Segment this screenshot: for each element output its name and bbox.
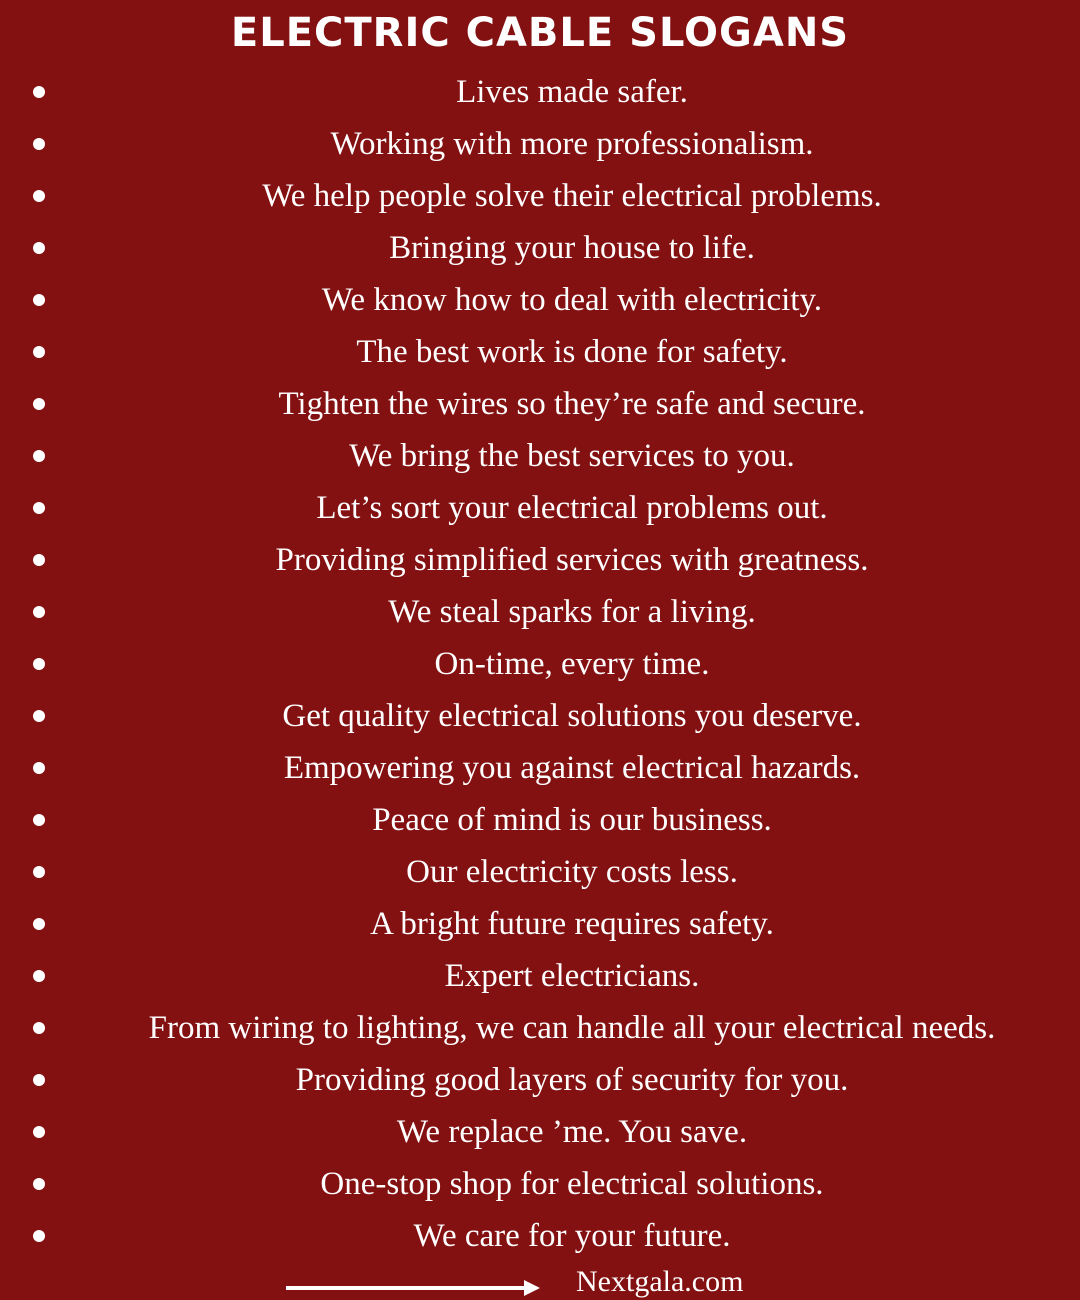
list-item (0, 586, 1080, 638)
bullet-icon (33, 1022, 45, 1034)
slogan-text: Expert electricians. (444, 958, 700, 994)
list-item (0, 378, 1080, 430)
bullet-icon (33, 398, 45, 410)
slogan-text: Lives made safer. (456, 74, 688, 110)
bullet-icon (33, 1178, 45, 1190)
bullet-icon (33, 554, 45, 566)
bullet-icon (33, 866, 45, 878)
list-item (0, 326, 1080, 378)
bullet-icon (33, 658, 45, 670)
slogan-text: Bringing your house to life. (389, 230, 755, 266)
list-item (0, 482, 1080, 534)
bullet-icon (33, 346, 45, 358)
slogan-text: We replace ’me. You save. (396, 1114, 748, 1150)
slogan-text: We care for your future. (413, 1218, 731, 1254)
list-item (0, 66, 1080, 118)
site-link[interactable]: Nextgala.com (576, 1265, 744, 1298)
list-item (0, 898, 1080, 950)
list-item (0, 1054, 1080, 1106)
slogan-text: Let’s sort your electrical problems out. (316, 490, 828, 526)
page-title: ELECTRIC CABLE SLOGANS (230, 10, 850, 56)
bullet-icon (33, 1126, 45, 1138)
bullet-icon (33, 1074, 45, 1086)
bullet-icon (33, 918, 45, 930)
list-item (0, 430, 1080, 482)
slogan-text: We steal sparks for a living. (388, 594, 756, 630)
arrow-head-icon (524, 1280, 540, 1296)
slogan-text: A bright future requires safety. (370, 906, 774, 942)
list-item (0, 1002, 1080, 1054)
list-item (0, 690, 1080, 742)
bullet-icon (33, 606, 45, 618)
slogan-text: We bring the best services to you. (349, 438, 795, 474)
bullet-icon (33, 502, 45, 514)
list-item (0, 846, 1080, 898)
right-arrow-icon (286, 1286, 526, 1290)
bullet-icon (33, 294, 45, 306)
slogan-text: Get quality electrical solutions you deserve. (282, 698, 862, 734)
bullet-icon (33, 138, 45, 150)
list-item (0, 118, 1080, 170)
list-item (0, 222, 1080, 274)
bullet-icon (33, 86, 45, 98)
slogan-text: Peace of mind is our business. (372, 802, 772, 838)
bullet-icon (33, 814, 45, 826)
bullet-icon (33, 190, 45, 202)
list-item (0, 1210, 1080, 1262)
list-item (0, 638, 1080, 690)
footer (0, 1264, 1080, 1300)
slogan-list (0, 66, 1080, 1262)
list-item (0, 1158, 1080, 1210)
list-item (0, 274, 1080, 326)
list-item (0, 742, 1080, 794)
slogan-text: One-stop shop for electrical solutions. (320, 1166, 824, 1202)
bullet-icon (33, 710, 45, 722)
list-item (0, 170, 1080, 222)
bullet-icon (33, 762, 45, 774)
slogan-text: We know how to deal with electricity. (321, 282, 823, 318)
bullet-icon (33, 242, 45, 254)
list-item (0, 534, 1080, 586)
bullet-icon (33, 1230, 45, 1242)
slogan-text: Providing simplified services with greatness. (275, 542, 869, 578)
slogan-text: Empowering you against electrical hazards. (283, 750, 861, 786)
slogan-text: Our electricity costs less. (406, 854, 738, 890)
list-item (0, 794, 1080, 846)
list-item (0, 950, 1080, 1002)
slogan-text: From wiring to lighting, we can handle all your electrical needs. (148, 1010, 996, 1046)
slogan-text: Tighten the wires so they’re safe and secure. (278, 386, 866, 422)
slogan-text: The best work is done for safety. (356, 334, 788, 370)
list-item (0, 1106, 1080, 1158)
slogan-text: Providing good layers of security for you. (295, 1062, 849, 1098)
bullet-icon (33, 970, 45, 982)
bullet-icon (33, 450, 45, 462)
slogan-text: On-time, every time. (434, 646, 710, 682)
slogan-text: We help people solve their electrical problems. (262, 178, 882, 214)
slogan-text: Working with more professionalism. (330, 126, 814, 162)
